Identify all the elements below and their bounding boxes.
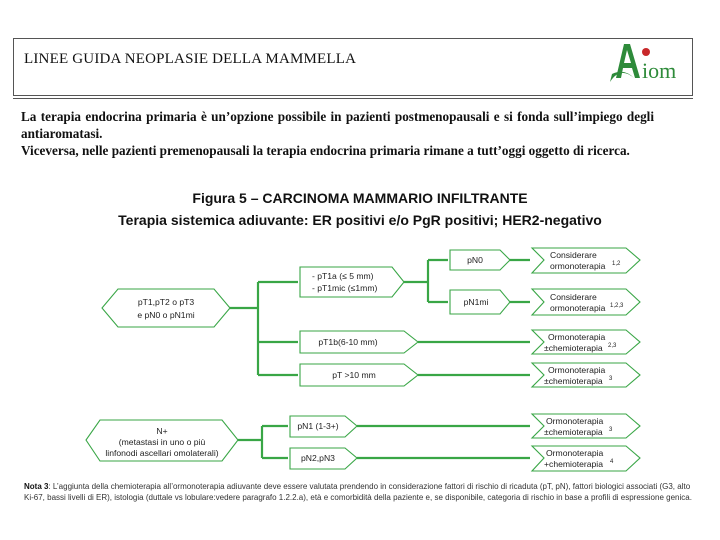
result-pn1mi-sup: 1,2,3: [610, 303, 624, 309]
node-nplus-line2: (metastasi in uno o più: [118, 437, 206, 447]
node-nplus-line1: N+: [156, 426, 168, 436]
result-pn0-line2: ormonoterapia: [550, 261, 606, 271]
footnote-label: Nota 3: [24, 482, 49, 491]
result-pn0-sup: 1,2: [612, 261, 621, 267]
result-pn1mi-line1: Considerare: [550, 292, 597, 302]
node-pn1mi-label: pN1mi: [463, 297, 489, 307]
result-pn2-pn3-line1: Ormonoterapia: [546, 448, 604, 458]
node-pn2-pn3-label: pN2,pN3: [301, 453, 335, 463]
node-pn2-pn3: [290, 448, 357, 469]
node-pn1-1-3: [290, 416, 357, 437]
result-pt-gt10-line1: Ormonoterapia: [548, 365, 606, 375]
result-pn2-pn3-sup: 4: [610, 459, 614, 465]
node-pn1-1-3-label: pN1 (1-3+): [297, 421, 339, 431]
intro-paragraph-2: Viceversa, nelle pazienti premenopausali la terapia endocrina primaria rimane a tutt’oggi oggetto di ricerca.: [21, 143, 630, 158]
figure-subtitle: Terapia sistemica adiuvante: ER positivi e/o PgR positivi; HER2-negativo: [118, 212, 602, 228]
result-pt-gt10: [532, 363, 640, 387]
result-pn1-1-3-sup: 3: [609, 427, 613, 433]
figure-title: Figura 5 – CARCINOMA MAMMARIO INFILTRANTE: [192, 190, 528, 206]
result-pn0-line1: Considerare: [550, 250, 597, 260]
node-pt1b: [300, 331, 418, 353]
result-pt1b-line2: ±chemioterapia: [544, 343, 603, 353]
logo-wordmark: iom: [642, 58, 677, 83]
result-pn1mi-line2: ormonoterapia: [550, 303, 606, 313]
result-pt1b-line1: Ormonoterapia: [548, 332, 606, 342]
node-start-line2: e pN0 o pN1mi: [137, 310, 195, 320]
result-pn2-pn3: [532, 446, 640, 471]
result-pt1b: [532, 330, 640, 354]
result-pn0: [532, 248, 640, 273]
node-pt1a-line2: - pT1mic (≤1mm): [312, 283, 378, 293]
node-start-line1: pT1,pT2 o pT3: [137, 297, 195, 307]
node-start: [102, 289, 230, 327]
intro-paragraph-1: La terapia endocrina primaria è un’opzione possibile in pazienti postmenopausali e si fonda sull’impiego degli antiaromatasi.: [21, 109, 654, 141]
footnote-text: : L’aggiunta della chemioterapia all’ormonoterapia adiuvante deve essere valutata prendendo in considerazione fattori di rischio di ricaduta (pT, pN), fattori biologici associati (G3, alto Ki-67, bassi livelli di ER), istologia (duttale vs lobulare:vedere paragrafo 1.2.2.a), età e comorbidità della paziente e, se disponibile, categoria di rischio in base a profili di espressione genica.: [24, 482, 692, 502]
node-pn0: [450, 250, 510, 270]
node-nplus-line3: linfonodi ascellari omolaterali): [105, 448, 219, 458]
node-pt1a: [300, 267, 404, 297]
result-pt-gt10-sup: 3: [609, 376, 613, 382]
result-pn1-1-3-line1: Ormonoterapia: [546, 416, 604, 426]
header-title: LINEE GUIDA NEOPLASIE DELLA MAMMELLA: [24, 51, 357, 67]
node-pt1b-label: pT1b(6-10 mm): [318, 337, 378, 347]
result-pt1b-sup: 2,3: [608, 343, 617, 349]
node-pt-gt10: [300, 364, 418, 386]
result-pn1-1-3-line2: ±chemioterapia: [544, 427, 603, 437]
node-nplus: [86, 420, 238, 461]
result-pn1mi: [532, 289, 640, 315]
node-pn0-label: pN0: [467, 255, 483, 265]
footnote: [24, 482, 696, 503]
result-pt-gt10-line2: ±chemioterapia: [544, 376, 603, 386]
result-pn1-1-3: [532, 414, 640, 438]
node-pt1a-line1: - pT1a (≤ 5 mm): [312, 271, 374, 281]
node-pn1mi: [450, 290, 510, 314]
result-pn2-pn3-line2: +chemioterapia: [544, 459, 603, 469]
node-pt-gt10-label: pT >10 mm: [332, 370, 376, 380]
